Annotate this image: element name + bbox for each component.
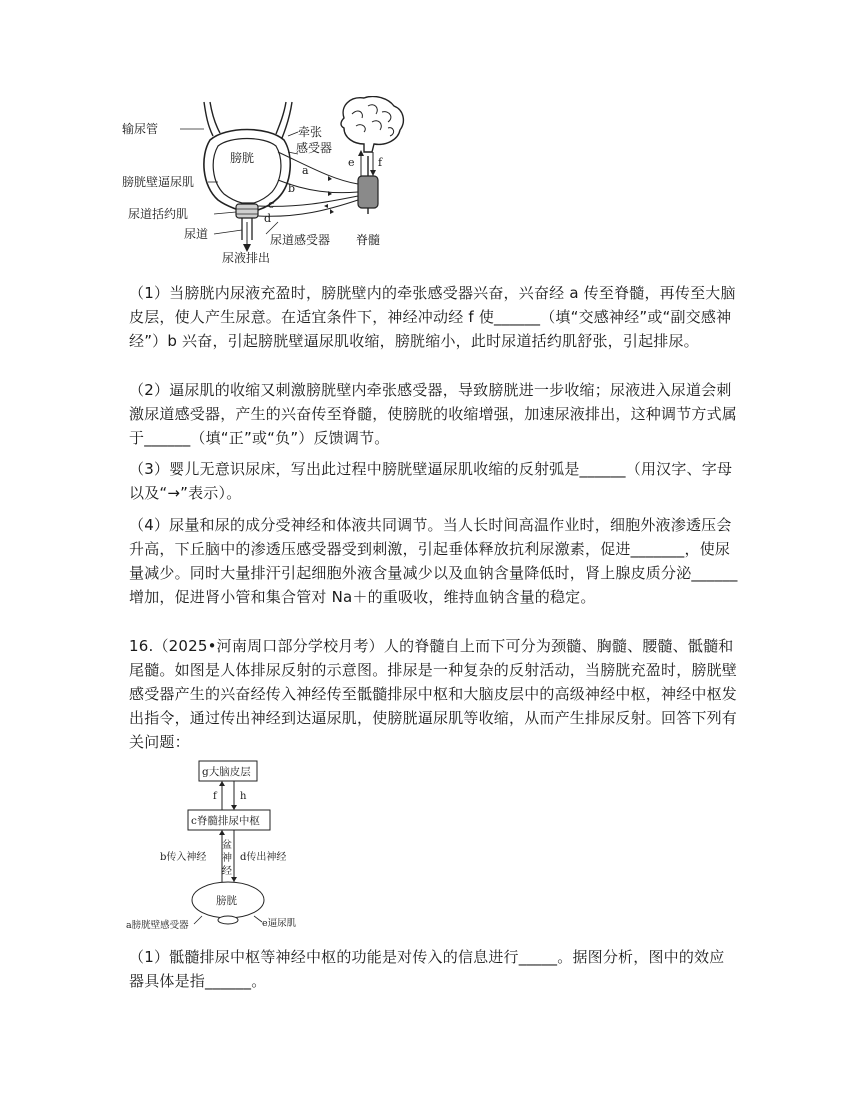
fig1-label-urethra: 尿道 — [184, 227, 209, 241]
q15-part2: （2）逼尿肌的收缩又刺激膀胱壁内牵张感受器，导致膀胱进一步收缩；尿液进入尿道会刺激尿道感受器，产生的兴奋传至脊髓，使膀胱的收缩增强，加速尿液排出，这种调节方式属于______（填“正”或“负”）反馈调节。 — [129, 381, 738, 447]
fig2-label-bladder: 膀胱 — [216, 895, 237, 907]
urination-reflex-diagram — [124, 758, 324, 936]
fig2-label-h: h — [240, 791, 247, 802]
fig1-label-a: a — [302, 164, 309, 177]
q15-part4: （4）尿量和尿的成分受神经和体液共同调节。当人长时间高温作业时，细胞外液渗透压会升高，下丘脑中的渗透压感受器受到刺激，引起垂体释放抗利尿激素，促进_______，使尿量减少。同时大量排汗引起细胞外液含量减少以及血钠含量降低时，肾上腺皮质分泌______增加，促进肾小管和集合管对 Na＋的重吸收，维持血钠含量的稳定。 — [129, 516, 738, 606]
fig1-label-detrusor: 膀胱壁逼尿肌 — [122, 175, 195, 189]
fig1-label-spinal-cord: 脊髓 — [356, 233, 381, 247]
fig1-label-e: e — [348, 156, 355, 169]
q16-part1: （1）骶髓排尿中枢等神经中枢的功能是对传入的信息进行_____。据图分析，图中的效应器具体是指______。 — [129, 948, 725, 990]
fig1-label-b: b — [288, 182, 296, 195]
bladder-reflex-figure — [118, 96, 418, 268]
fig1-label-d: d — [264, 212, 272, 225]
fig2-label-pelvic-2: 神 — [222, 853, 232, 864]
fig2-label-center: c脊髓排尿中枢 — [191, 815, 260, 827]
fig1-label-bladder: 膀胱 — [230, 151, 255, 165]
fig1-label-stretch-2: 感受器 — [296, 141, 333, 155]
q16-intro: 16.（2025•河南周口部分学校月考）人的脊髓自上而下可分为颈髓、胸髓、腰髓、骶髓和尾髓。如图是人体排尿反射的示意图。排尿是一种复杂的反射活动，当膀胱充盈时，膀胱壁感受器产生的兴奋经传入神经传至骶髓排尿中枢和大脑皮层中的高级神经中枢，神经中枢发出指令，通过传出神经到达逼尿肌，使膀胱逼尿肌等收缩，从而产生排尿反射。回答下列有关问题： — [129, 637, 738, 751]
fig2-label-receptor: a膀胱壁感受器 — [126, 920, 189, 931]
fig2-label-detrusor: e逼尿肌 — [262, 918, 297, 929]
fig2-label-pelvic-3: 经 — [222, 866, 232, 877]
q15-part1: （1）当膀胱内尿液充盈时，膀胱壁内的牵张感受器兴奋，兴奋经 a 传至脊髓，再传至大脑皮层，使人产生尿意。在适宜条件下，神经冲动经 f 使______（填“交感神经”或“副交感神经”）b 兴奋，引起膀胱壁逼尿肌收缩，膀胱缩小，此时尿道括约肌舒张，引起排尿。 — [129, 284, 736, 350]
fig2-label-efferent: d传出神经 — [240, 852, 287, 863]
fig1-label-urine-out: 尿液排出 — [222, 251, 271, 265]
fig1-label-ureter: 输尿管 — [122, 122, 159, 136]
fig1-label-urethral-receptor: 尿道感受器 — [270, 233, 331, 247]
fig1-label-c: c — [268, 198, 275, 211]
fig1-label-stretch-1: 牵张 — [298, 125, 323, 139]
fig2-label-pelvic-1: 盆 — [222, 840, 232, 851]
fig2-label-f: f — [213, 791, 217, 802]
fig2-label-afferent: b传入神经 — [160, 852, 207, 863]
fig1-label-f: f — [378, 156, 383, 169]
fig1-label-sphincter: 尿道括约肌 — [128, 207, 189, 221]
q15-part3: （3）婴儿无意识尿床，写出此过程中膀胱壁逼尿肌收缩的反射弧是______（用汉字、字母以及“→”表示）。 — [129, 460, 733, 502]
fig2-label-cortex: g大脑皮层 — [202, 766, 251, 778]
